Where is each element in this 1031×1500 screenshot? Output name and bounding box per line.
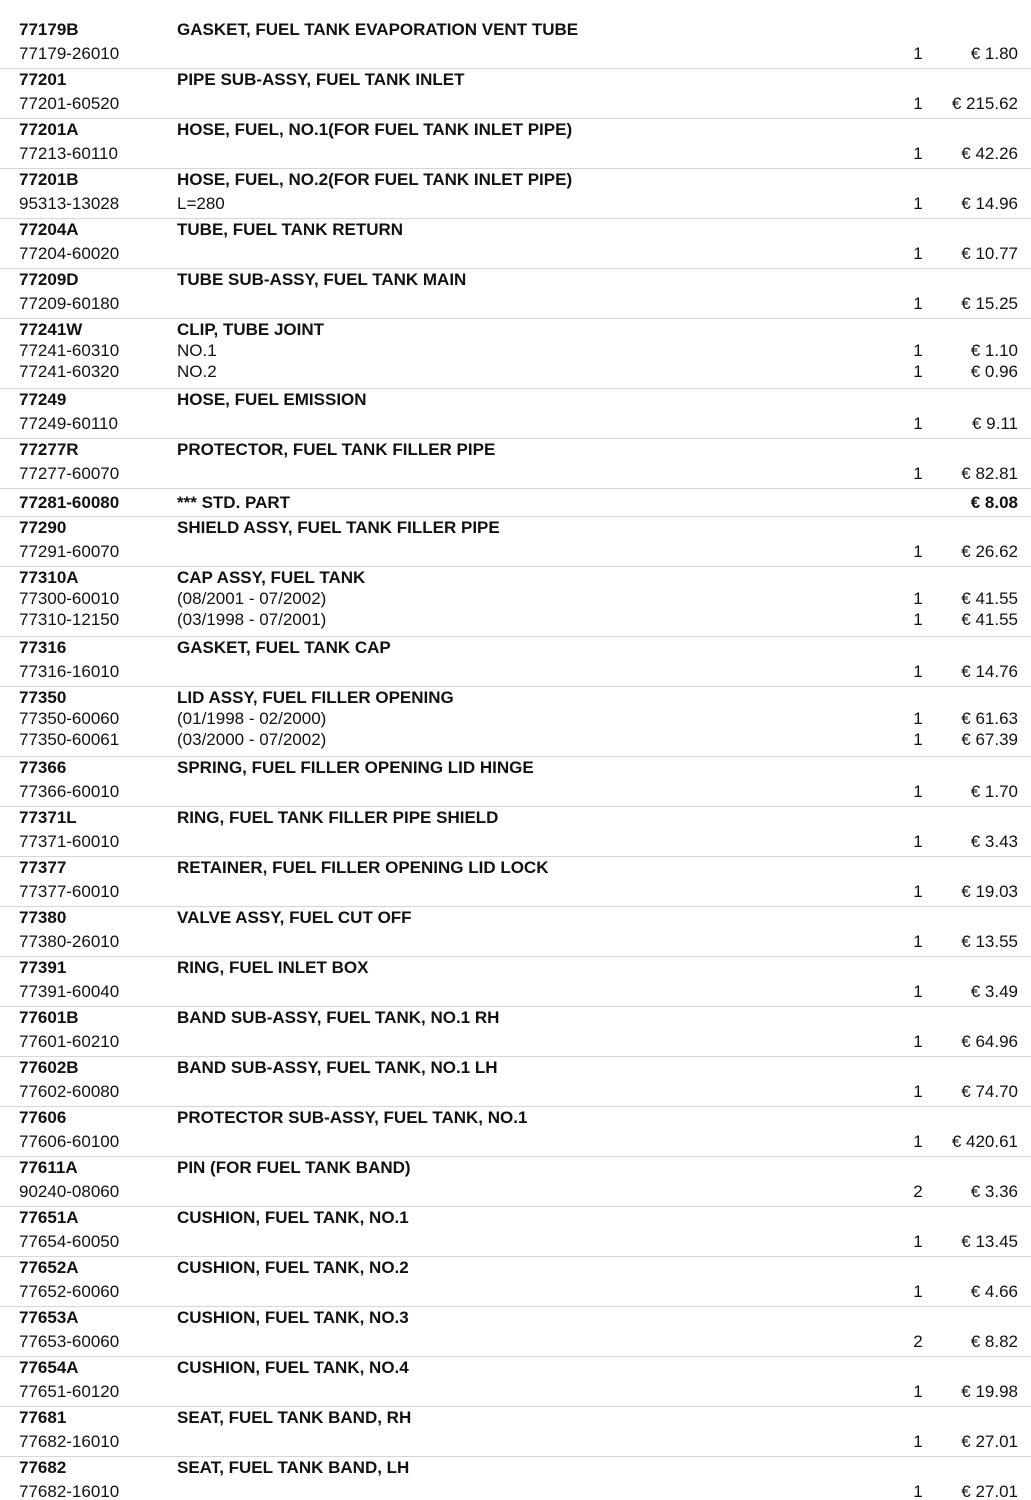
group-code: 77290 (19, 518, 67, 537)
part-price: € 14.76 (961, 662, 1018, 681)
group-title: RETAINER, FUEL FILLER OPENING LID LOCK (177, 858, 549, 877)
group-code: 77201 (19, 70, 67, 89)
part-price: € 8.82 (970, 1332, 1018, 1351)
part-row (0, 243, 1031, 264)
group-title: HOSE, FUEL EMISSION (177, 390, 367, 409)
group-code: 77391 (19, 958, 67, 977)
group-code: 77201B (19, 170, 79, 189)
part-price: € 10.77 (961, 244, 1018, 263)
part-group (0, 1057, 1031, 1107)
group-title: SEAT, FUEL TANK BAND, RH (177, 1408, 412, 1427)
part-qty: 1 (913, 542, 923, 561)
part-qty: 1 (913, 610, 923, 629)
group-header-row (0, 1207, 1031, 1228)
part-price: € 67.39 (961, 730, 1018, 749)
part-group (0, 1207, 1031, 1257)
part-group (0, 637, 1031, 687)
part-row (0, 661, 1031, 682)
part-qty: 1 (913, 1382, 923, 1401)
group-title: PIN (FOR FUEL TANK BAND) (177, 1158, 411, 1177)
part-qty: 1 (913, 589, 923, 608)
part-number: 77682-16010 (19, 1482, 120, 1500)
group-header-row (0, 19, 1031, 40)
part-number: 77391-60040 (19, 982, 120, 1001)
part-note: (03/2000 - 07/2002) (177, 730, 327, 749)
group-code: 77316 (19, 638, 67, 657)
group-code: 77350 (19, 688, 67, 707)
group-code: 77611A (19, 1158, 78, 1177)
group-code: 77179B (19, 20, 79, 39)
part-note: (03/1998 - 07/2001) (177, 610, 327, 629)
part-row (0, 1081, 1031, 1102)
part-number: 77654-60050 (19, 1232, 120, 1251)
part-row (0, 729, 1031, 750)
group-title: CUSHION, FUEL TANK, NO.4 (177, 1358, 409, 1377)
group-title: BAND SUB-ASSY, FUEL TANK, NO.1 RH (177, 1008, 500, 1027)
group-code: 77366 (19, 758, 67, 777)
group-header-row (0, 169, 1031, 190)
part-number: 77350-60060 (19, 709, 120, 728)
part-row (0, 1331, 1031, 1352)
group-title: CAP ASSY, FUEL TANK (177, 568, 366, 587)
part-group (0, 119, 1031, 169)
group-header-row (0, 1407, 1031, 1428)
group-code: 77281-60080 (19, 493, 120, 512)
part-group (0, 1307, 1031, 1357)
part-qty: 1 (913, 982, 923, 1001)
part-price: € 42.26 (961, 144, 1018, 163)
group-title: SPRING, FUEL FILLER OPENING LID HINGE (177, 758, 534, 777)
part-group (0, 19, 1031, 69)
part-qty: 1 (913, 832, 923, 851)
group-code: 77654A (19, 1358, 79, 1377)
part-row (0, 361, 1031, 382)
part-price: € 26.62 (961, 542, 1018, 561)
part-group (0, 1157, 1031, 1207)
part-price: € 1.70 (970, 782, 1018, 801)
part-price: € 19.03 (961, 882, 1018, 901)
group-header-row (0, 319, 1031, 340)
group-header-row (0, 1057, 1031, 1078)
group-title: PROTECTOR, FUEL TANK FILLER PIPE (177, 440, 496, 459)
part-number: 77277-60070 (19, 464, 120, 483)
part-number: 77653-60060 (19, 1332, 120, 1351)
group-header-row (0, 1107, 1031, 1128)
part-row (0, 588, 1031, 609)
group-header-row (0, 439, 1031, 460)
part-group (0, 1107, 1031, 1157)
part-group (0, 169, 1031, 219)
group-title: RING, FUEL TANK FILLER PIPE SHIELD (177, 808, 499, 827)
part-group (0, 319, 1031, 389)
part-row (0, 541, 1031, 562)
group-title: GASKET, FUEL TANK EVAPORATION VENT TUBE (177, 20, 579, 39)
part-note: NO.2 (177, 362, 217, 381)
part-number: 77380-26010 (19, 932, 120, 951)
part-row (0, 193, 1031, 214)
part-price: € 82.81 (961, 464, 1018, 483)
group-header-row (0, 517, 1031, 538)
part-qty: 1 (913, 662, 923, 681)
part-price: € 41.55 (961, 610, 1018, 629)
parts-list (0, 19, 1031, 1500)
part-price: € 1.80 (970, 44, 1018, 63)
group-price: € 8.08 (970, 493, 1018, 512)
group-code: 77277R (19, 440, 79, 459)
group-header-row (0, 957, 1031, 978)
part-group (0, 1007, 1031, 1057)
part-row (0, 609, 1031, 630)
part-group (0, 1357, 1031, 1407)
part-qty: 1 (913, 1032, 923, 1051)
part-qty: 1 (913, 1482, 923, 1500)
part-row (0, 143, 1031, 164)
part-group (0, 567, 1031, 637)
part-qty: 1 (913, 464, 923, 483)
part-number: 77602-60080 (19, 1082, 120, 1101)
part-note: (08/2001 - 07/2002) (177, 589, 327, 608)
part-number: 77377-60010 (19, 882, 120, 901)
part-qty: 1 (913, 362, 923, 381)
part-group (0, 219, 1031, 269)
part-note: L=280 (177, 194, 225, 213)
group-header-row (0, 1007, 1031, 1028)
part-qty: 1 (913, 1132, 923, 1151)
part-price: € 3.49 (970, 982, 1018, 1001)
group-title: TUBE, FUEL TANK RETURN (177, 220, 404, 239)
group-title: CUSHION, FUEL TANK, NO.3 (177, 1308, 409, 1327)
group-code: 77310A (19, 568, 79, 587)
group-header-row (0, 1157, 1031, 1178)
part-row (0, 293, 1031, 314)
group-code: 77602B (19, 1058, 79, 1077)
part-number: 77606-60100 (19, 1132, 120, 1151)
group-title: SHIELD ASSY, FUEL TANK FILLER PIPE (177, 518, 500, 537)
group-code: 77249 (19, 390, 67, 409)
part-price: € 64.96 (961, 1032, 1018, 1051)
part-row (0, 1231, 1031, 1252)
part-number: 77204-60020 (19, 244, 120, 263)
group-header-row (0, 492, 1031, 513)
part-group (0, 807, 1031, 857)
part-number: 95313-13028 (19, 194, 120, 213)
part-number: 77291-60070 (19, 542, 120, 561)
group-code: 77209D (19, 270, 79, 289)
group-code: 77201A (19, 120, 79, 139)
part-row (0, 781, 1031, 802)
group-header-row (0, 269, 1031, 290)
part-row (0, 93, 1031, 114)
group-code: 77241W (19, 320, 83, 339)
part-price: € 3.43 (970, 832, 1018, 851)
part-number: 77213-60110 (19, 144, 118, 163)
group-title: BAND SUB-ASSY, FUEL TANK, NO.1 LH (177, 1058, 498, 1077)
part-price: € 215.62 (951, 94, 1018, 113)
part-group (0, 857, 1031, 907)
group-header-row (0, 807, 1031, 828)
group-header-row (0, 637, 1031, 658)
part-group (0, 269, 1031, 319)
part-note: NO.1 (177, 341, 217, 360)
part-qty: 1 (913, 709, 923, 728)
part-row (0, 931, 1031, 952)
part-qty: 1 (913, 932, 923, 951)
group-code: 77652A (19, 1258, 79, 1277)
part-row (0, 1181, 1031, 1202)
part-note: (01/1998 - 02/2000) (177, 709, 327, 728)
part-price: € 15.25 (961, 294, 1018, 313)
part-qty: 1 (913, 882, 923, 901)
part-qty: 1 (913, 1432, 923, 1451)
part-price: € 420.61 (951, 1132, 1018, 1151)
part-number: 77682-16010 (19, 1432, 120, 1451)
part-number: 77350-60061 (19, 730, 120, 749)
part-price: € 13.45 (961, 1232, 1018, 1251)
part-number: 77300-60010 (19, 589, 120, 608)
part-number: 77310-12150 (19, 610, 120, 629)
part-row (0, 1031, 1031, 1052)
group-header-row (0, 1457, 1031, 1478)
part-group (0, 1407, 1031, 1457)
part-number: 77249-60110 (19, 414, 118, 433)
group-header-row (0, 1307, 1031, 1328)
group-code: 77653A (19, 1308, 79, 1327)
part-group (0, 957, 1031, 1007)
part-row (0, 881, 1031, 902)
part-qty: 1 (913, 730, 923, 749)
group-code: 77204A (19, 220, 79, 239)
part-qty: 1 (913, 244, 923, 263)
part-number: 77179-26010 (19, 44, 120, 63)
group-title: *** STD. PART (177, 493, 291, 512)
group-header-row (0, 69, 1031, 90)
group-header-row (0, 567, 1031, 588)
part-number: 77371-60010 (19, 832, 120, 851)
group-title: HOSE, FUEL, NO.2(FOR FUEL TANK INLET PIPE) (177, 170, 573, 189)
group-title: LID ASSY, FUEL FILLER OPENING (177, 688, 454, 707)
part-number: 77241-60320 (19, 362, 120, 381)
part-qty: 2 (913, 1182, 923, 1201)
part-qty: 2 (913, 1332, 923, 1351)
part-row (0, 1381, 1031, 1402)
part-number: 77316-16010 (19, 662, 120, 681)
group-code: 77371L (19, 808, 77, 827)
group-header-row (0, 757, 1031, 778)
group-title: TUBE SUB-ASSY, FUEL TANK MAIN (177, 270, 467, 289)
part-number: 77601-60210 (19, 1032, 120, 1051)
part-row (0, 1431, 1031, 1452)
part-price: € 61.63 (961, 709, 1018, 728)
part-qty: 1 (913, 144, 923, 163)
part-row (0, 708, 1031, 729)
part-qty: 1 (913, 414, 923, 433)
group-code: 77380 (19, 908, 67, 927)
part-group (0, 1257, 1031, 1307)
part-group (0, 687, 1031, 757)
part-price: € 41.55 (961, 589, 1018, 608)
part-number: 77201-60520 (19, 94, 120, 113)
part-qty: 1 (913, 1082, 923, 1101)
group-title: CUSHION, FUEL TANK, NO.2 (177, 1258, 409, 1277)
part-group (0, 517, 1031, 567)
part-group (0, 69, 1031, 119)
part-price: € 27.01 (961, 1482, 1018, 1500)
part-price: € 19.98 (961, 1382, 1018, 1401)
group-header-row (0, 907, 1031, 928)
part-row (0, 1131, 1031, 1152)
part-row (0, 831, 1031, 852)
part-number: 77241-60310 (19, 341, 120, 360)
group-title: VALVE ASSY, FUEL CUT OFF (177, 908, 412, 927)
group-title: SEAT, FUEL TANK BAND, LH (177, 1458, 410, 1477)
part-group (0, 489, 1031, 517)
part-number: 77209-60180 (19, 294, 120, 313)
part-qty: 1 (913, 294, 923, 313)
part-number: 90240-08060 (19, 1182, 120, 1201)
part-price: € 9.11 (971, 414, 1018, 433)
part-qty: 1 (913, 194, 923, 213)
part-row (0, 1481, 1031, 1500)
group-title: CUSHION, FUEL TANK, NO.1 (177, 1208, 409, 1227)
group-title: PROTECTOR SUB-ASSY, FUEL TANK, NO.1 (177, 1108, 528, 1127)
part-price: € 14.96 (961, 194, 1018, 213)
part-price: € 13.55 (961, 932, 1018, 951)
group-title: GASKET, FUEL TANK CAP (177, 638, 391, 657)
group-header-row (0, 857, 1031, 878)
part-row (0, 1281, 1031, 1302)
group-header-row (0, 219, 1031, 240)
part-price: € 74.70 (961, 1082, 1018, 1101)
part-price: € 4.66 (970, 1282, 1018, 1301)
part-qty: 1 (913, 1282, 923, 1301)
part-row (0, 43, 1031, 64)
part-group (0, 439, 1031, 489)
part-price: € 27.01 (961, 1432, 1018, 1451)
group-title: PIPE SUB-ASSY, FUEL TANK INLET (177, 70, 465, 89)
part-group (0, 757, 1031, 807)
part-qty: 1 (913, 341, 923, 360)
group-code: 77377 (19, 858, 67, 877)
part-row (0, 981, 1031, 1002)
group-title: RING, FUEL INLET BOX (177, 958, 369, 977)
part-number: 77652-60060 (19, 1282, 120, 1301)
group-header-row (0, 1357, 1031, 1378)
part-qty: 1 (913, 782, 923, 801)
group-title: CLIP, TUBE JOINT (177, 320, 325, 339)
part-row (0, 340, 1031, 361)
part-price: € 3.36 (970, 1182, 1018, 1201)
part-price: € 0.96 (970, 362, 1018, 381)
group-header-row (0, 687, 1031, 708)
group-code: 77682 (19, 1458, 67, 1477)
part-group (0, 1457, 1031, 1500)
group-code: 77651A (19, 1208, 79, 1227)
part-row (0, 463, 1031, 484)
group-code: 77681 (19, 1408, 67, 1427)
part-group (0, 389, 1031, 439)
group-title: HOSE, FUEL, NO.1(FOR FUEL TANK INLET PIPE) (177, 120, 573, 139)
part-qty: 1 (913, 1232, 923, 1251)
group-header-row (0, 389, 1031, 410)
part-price: € 1.10 (970, 341, 1018, 360)
group-code: 77606 (19, 1108, 67, 1127)
group-code: 77601B (19, 1008, 79, 1027)
group-header-row (0, 119, 1031, 140)
part-row (0, 413, 1031, 434)
part-group (0, 907, 1031, 957)
part-number: 77366-60010 (19, 782, 120, 801)
part-number: 77651-60120 (19, 1382, 120, 1401)
group-header-row (0, 1257, 1031, 1278)
part-qty: 1 (913, 44, 923, 63)
part-qty: 1 (913, 94, 923, 113)
